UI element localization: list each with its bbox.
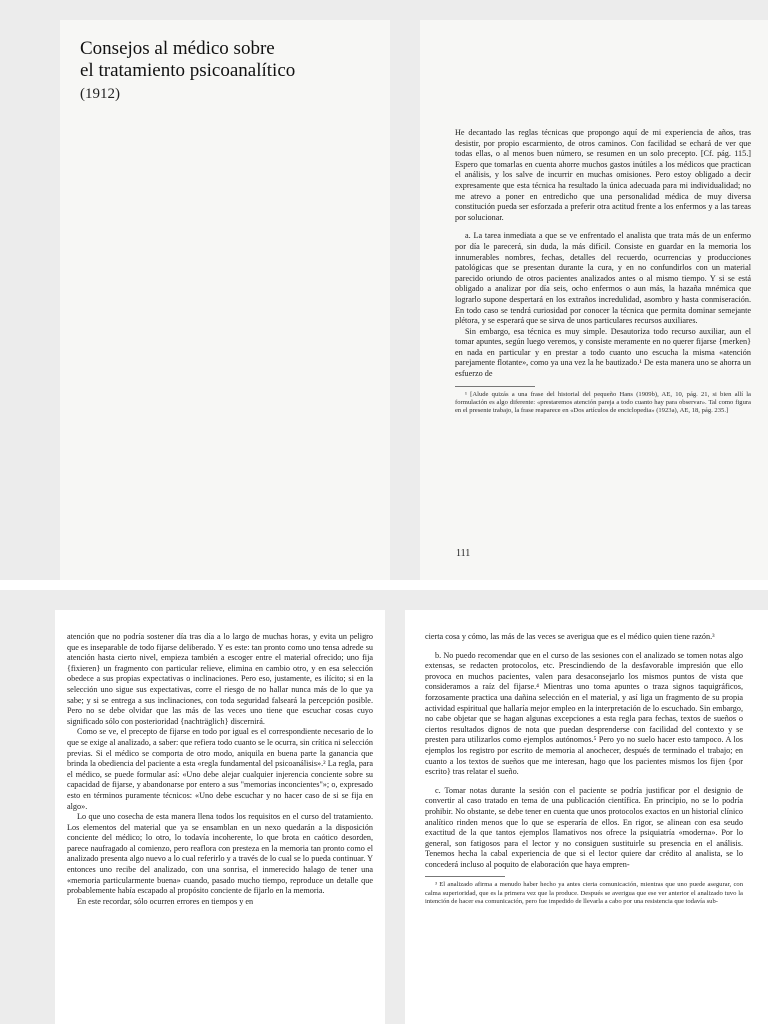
body-text-column (425, 632, 743, 906)
body-text-column (67, 632, 373, 907)
paragraph: Como se ve, el precepto de fijarse en todo por igual es el correspondiente necesario de lo que se exige al analizado, a saber: que refiera todo cuanto se le ocurra, sin crítica ni selección previas. Si el médico se comporta de otro modo, aniquila en buena parte la ganancia que brinda la obediencia del paciente a esta «regla fundamental del psicoanálisis».² La regla, para el médico, se puede formular así: «Uno debe alejar cualquier injerencia conciente sobre su capacidad de fijarse, y abandonarse por entero a sus "memorias inconcientes"»; o, expresado esto en términos puramente técnicos: «Uno debe escuchar y no hacer caso de si se fija en algo». (67, 727, 373, 811)
title-line-1: Consejos al médico sobre (80, 38, 275, 59)
footnote-divider (455, 386, 535, 387)
paragraph: c. Tomar notas durante la sesión con el paciente se podría justificar por el designio de convertir al caso tratado en tema de una publicación científica. En principio, no se lo podría prohibir. No obstante, se debe tener en cuenta que unos protocolos exactos en un historial clínico analítico rinden menos que lo que se esperaría de ellos. En rigor, se alinean con esa seudo exactitud de la que tantos ejemplos llamativos nos ofrece la psiquiatría «moderna». Por lo general, son fatigosos para el lector y no consiguen sustituirle su presencia en el análisis. Tenemos hecha la cabal experiencia de que si el lector quiere dar crédito al analista, se lo concederá incluso al poquito de elaboración que haya empren- (425, 785, 743, 869)
paragraph: Lo que uno cosecha de esta manera llena todos los requisitos en el curso del tratamiento. Los elementos del material que ya se ensamblan en un nexo quedarán a la disposición conciente del médico; lo otro, lo todavía incoherente, lo que brota en caótico desorden, parece naufragado al comienzo, pero reaflora con presteza en la memoria tan pronto como el analizado presenta algo nuevo a lo cual referirlo y a través de lo cual se lo pueda continuar. Y entonces uno recibe del analizado, con una sonrisa, el inmerecido halago de tener una «memoria particularmente buena» cuando, pasado mucho tiempo, reproduce un detalle que probablemente había escapado al propósito conciente de fijarlo en la memoria. (67, 812, 373, 896)
left-page-title (60, 20, 390, 580)
footnote: ³ El analizado afirma a menudo haber hecho ya antes cierta comunicación, mientras que uno puede asegurar, con calma superioridad, que es la primera vez que la produce. Después se averigua que ese ver anterior el analizado tuvo la intención de hacer esa comunicación, pero fue impedido de llevarla a cabo por una resistencia que todavía sub- (425, 881, 743, 906)
paragraph: b. No puedo recomendar que en el curso de las sesiones con el analizado se tomen notas algo extensas, se redacten protocolos, etc. Prescindiendo de la desfavorable impresión que ello provoca en muchos pacientes, valen para desaconsejarlo los mismos puntos de vista que consideramos a raíz del fijarse.⁴ Mientras uno toma apuntes o traza signos taquigráficos, forzosamente practica una dañina selección en el material, y así liga un fragmento de su propia actividad espiritual que hallaría mejor empleo en la interpretación de lo escuchado. Sin embargo, no cabe objetar que se hagan algunas excepciones a esta regla para fechas, textos de sueños o ciertos resultados dignos de nota que puedan desprenderse con facilidad del contexto y se presten para utilizarlos como ejemplos autónomos.⁵ Pero yo no suelo hacer esto tampoco. A los ejemplos los registro por escrito de memoria al anochecer, después de terminado el trabajo; en cuanto a los textos de sueños que me interesan, hago que los pacientes mismos los fijen {por escrito} tras relatar el sueño. (425, 650, 743, 777)
title-line-2: el tratamiento psicoanalítico (80, 60, 296, 81)
paragraph: atención que no podría sostener día tras día a lo largo de muchas horas, y evita un peligro que es inseparable de todo fijarse deliberado. Y es este: tan pronto como uno tensa adrede su atención hasta cierto nivel, empieza también a escoger entre el material ofrecido; uno fija {fixieren} un fragmento con particular relieve, elimina en cambio otro, y en esa selección obedece a sus propias expectativas o inclinaciones. Pero eso, justamente, es ilícito; si en la selección uno sigue sus expectativas, corre el riesgo de no hallar nunca más de lo que ya sabe; y si se entrega a sus inclinaciones, con toda seguridad falseará la percepción posible. Pero no se debe olvidar que las más de las veces uno tiene que escuchar cosas cuyo significado sólo con posterioridad {nachträglich} discernirá. (67, 632, 373, 726)
paragraph: Sin embargo, esa técnica es muy simple. Desautoriza todo recurso auxiliar, aun el tomar apuntes, según luego veremos, y consiste meramente en no querer fijarse {merken} en nada en particular y en prestar a todo cuanto uno escucha la misma «atención parejamente flotante», como ya una vez la he bautizado.¹ De esta manera uno se ahorra un esfuerzo de (455, 326, 751, 379)
paragraph: a. La tarea inmediata a que se ve enfrentado el analista que trata más de un enfermo por día le parecerá, sin duda, la más difícil. Consiste en guardar en la memoria los innumerables nombres, fechas, detalles del recuerdo, ocurrencias y producciones patológicas que se presentan durante la cura, y en no confundirlos con un material parecido oriundo de otros pacientes analizados antes o al mismo tiempo. Y si se está obligado a analizar por día seis, ocho enfermos o aun más, la hazaña mnémica que lograrlo supone despertará en los extraños incredulidad, asombro y hasta conmiseración. En todo caso se tendrá curiosidad por conocer la técnica que permita dominar semejante plétora, y se esperará que se sirva de unos particulares recursos auxiliares. (455, 231, 751, 326)
chapter-title (80, 38, 295, 104)
intro-text-column (455, 128, 751, 416)
footnote: ¹ [Alude quizás a una frase del historial del pequeño Hans (1909b), AE, 10, pág. 21, si bien allí la formulación es algo diferente: «prestaremos atención pareja a todo cuanto hay para observar». Tal como figura en el presente trabajo, la frase reaparece en «Dos artículos de enciclopedia» (1923a), AE, 18, pág. 235.] (455, 390, 751, 415)
right-page-intro (420, 20, 768, 580)
paragraph: He decantado las reglas técnicas que propongo aquí de mi experiencia de años, tras desistir, por propio escarmiento, de otros caminos. Con facilidad se echará de ver que todas ellas, o al menos buen número, se resumen en un solo precepto. [Cf. pág. 115.] Espero que tomarlas en cuenta ahorre muchos gastos inútiles a los médicos que practican el análisis, y los salve de incurrir en muchas omisiones. Pero estoy obligado a decir expresamente que esta técnica ha resultado la única adecuada para mi individualidad; no me atrevo a poner en entredicho que una personalidad médica de muy diversa constitución pueda ser esforzada a preferir otra actitud frente a los enfermos y a las tareas por solucionar. (455, 128, 751, 222)
title-year: (1912) (80, 86, 120, 102)
bottom-spread (0, 590, 768, 1024)
footnote-divider (425, 876, 505, 877)
page-number: 111 (456, 548, 471, 559)
paragraph: En este recordar, sólo ocurren errores en tiempos y en (77, 896, 254, 906)
paragraph: cierta cosa y cómo, las más de las veces se averigua que es el médico quien tiene razón.³ (425, 632, 715, 641)
left-page-continued (55, 610, 385, 1024)
right-page-continued (405, 610, 768, 1024)
